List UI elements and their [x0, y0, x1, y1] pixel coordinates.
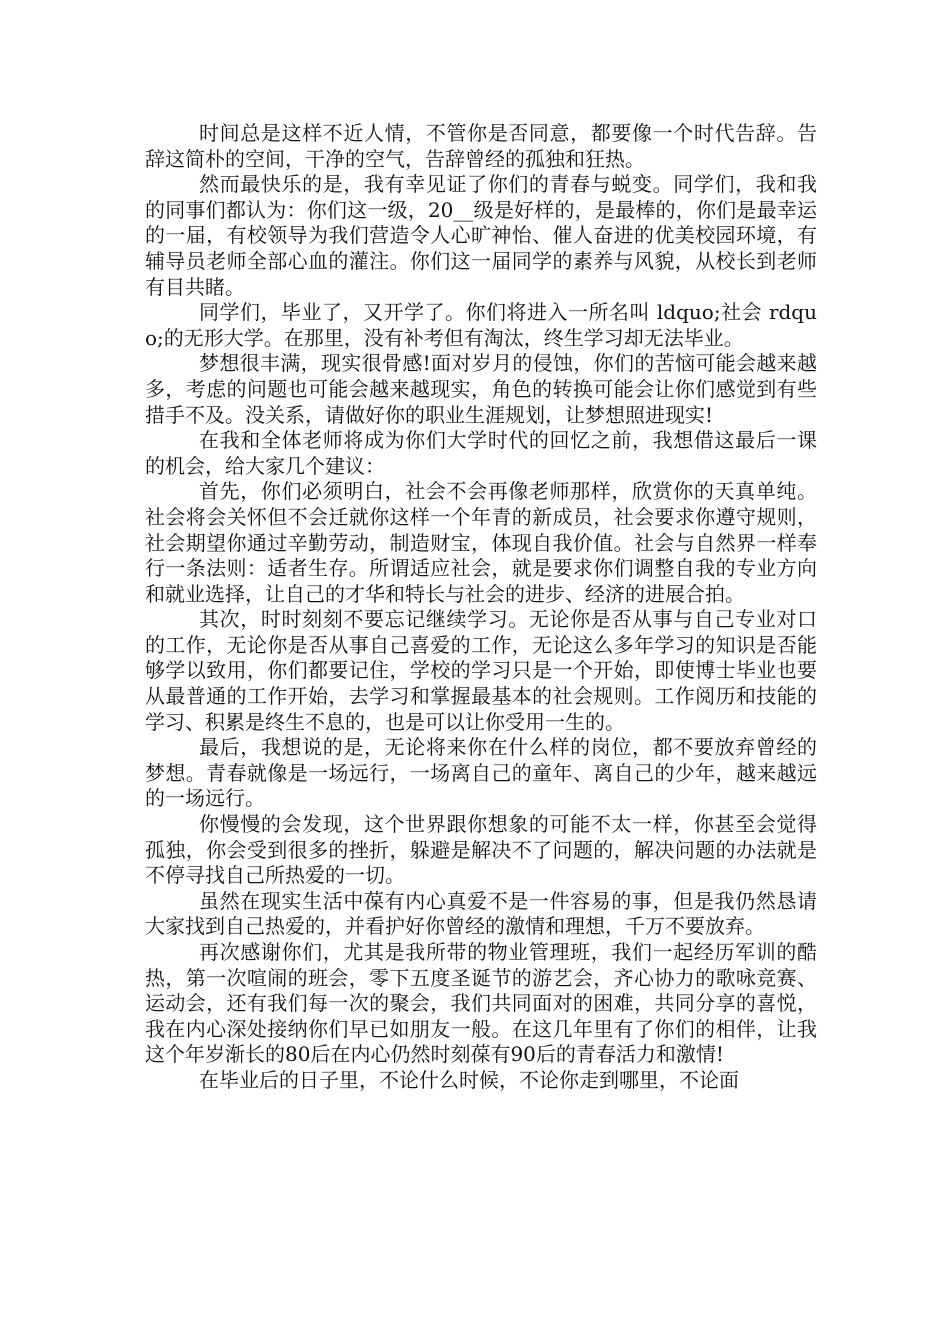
paragraph-1: 时间总是这样不近人情，不管你是否同意，都要像一个时代告辞。告辞这简朴的空间，干净的空气，告辞曾经的孤独和狂热。	[145, 121, 817, 171]
paragraph-12: 在毕业后的日子里，不论什么时候，不论你走到哪里，不论面	[199, 1067, 739, 1092]
paragraph-3: 同学们，毕业了，又开学了。你们将进入一所名叫 ldquo;社会 rdquo;的无形大学。在那里，没有补考但有淘汰，终生学习却无法毕业。	[145, 300, 817, 350]
paragraph-7: 其次，时时刻刻不要忘记继续学习。无论你是否从事与自己专业对口的工作，无论你是否从事自己喜爱的工作，无论这么多年学习的知识是否能够学以致用，你们都要记住，学校的学习只是一个开始，即使博士毕业也要从最普通的工作开始，去学习和掌握最基本的社会规则。工作阅历和技能的学习、积累是终生不息的，也是可以让你受用一生的。	[145, 607, 817, 734]
paragraph-9: 你慢慢的会发现，这个世界跟你想象的可能不太一样，你甚至会觉得孤独，你会受到很多的挫折，躲避是解决不了问题的，解决问题的办法就是不停寻找自己所热爱的一切。	[145, 812, 817, 888]
document-body	[145, 121, 817, 1094]
paragraph-11: 再次感谢你们，尤其是我所带的物业管理班，我们一起经历军训的酷热，第一次喧闹的班会，零下五度圣诞节的游艺会，齐心协力的歌咏竞赛、运动会，还有我们每一次的聚会，我们共同面对的困难，共同分享的喜悦，我在内心深处接纳你们早已如朋友一般。在这几年里有了你们的相伴，让我这个年岁渐长的80后在内心仍然时刻葆有90后的青春活力和激情!	[145, 940, 817, 1067]
paragraph-4: 梦想很丰满，现实很骨感!面对岁月的侵蚀，你们的苦恼可能会越来越多，考虑的问题也可能会越来越现实，角色的转换可能会让你们感觉到有些措手不及。没关系，请做好你的职业生涯规划，让梦想照进现实!	[145, 351, 817, 427]
paragraph-5: 在我和全体老师将成为你们大学时代的回忆之前，我想借这最后一课的机会，给大家几个建议：	[145, 428, 817, 478]
paragraph-6: 首先，你们必须明白，社会不会再像老师那样，欣赏你的天真单纯。社会将会关怀但不会迁就你这样一个年青的新成员，社会要求你遵守规则，社会期望你通过辛勤劳动，制造财宝，体现自我价值。社会与自然界一样奉行一条法则：适者生存。所谓适应社会，就是要求你们调整自我的专业方向和就业选择，让自己的才华和特长与社会的进步、经济的进展合拍。	[145, 479, 817, 606]
paragraph-10: 虽然在现实生活中葆有内心真爱不是一件容易的事，但是我仍然恳请大家找到自己热爱的，并看护好你曾经的激情和理想，千万不要放弃。	[145, 888, 817, 939]
paragraph-2: 然而最快乐的是，我有幸见证了你们的青春与蜕变。同学们，我和我的同事们都认为：你们这一级，20__级是好样的，是最棒的，你们是最幸运的一届，有校领导为我们营造令人心旷神怡、催人奋进的优美校园环境，有辅导员老师全部心血的灌注。你们这一届同学的素养与风貌，从校长到老师有目共睹。	[145, 172, 817, 299]
paragraph-8: 最后，我想说的是，无论将来你在什么样的岗位，都不要放弃曾经的梦想。青春就像是一场远行，一场离自己的童年、离自己的少年，越来越远的一场远行。	[145, 735, 817, 811]
